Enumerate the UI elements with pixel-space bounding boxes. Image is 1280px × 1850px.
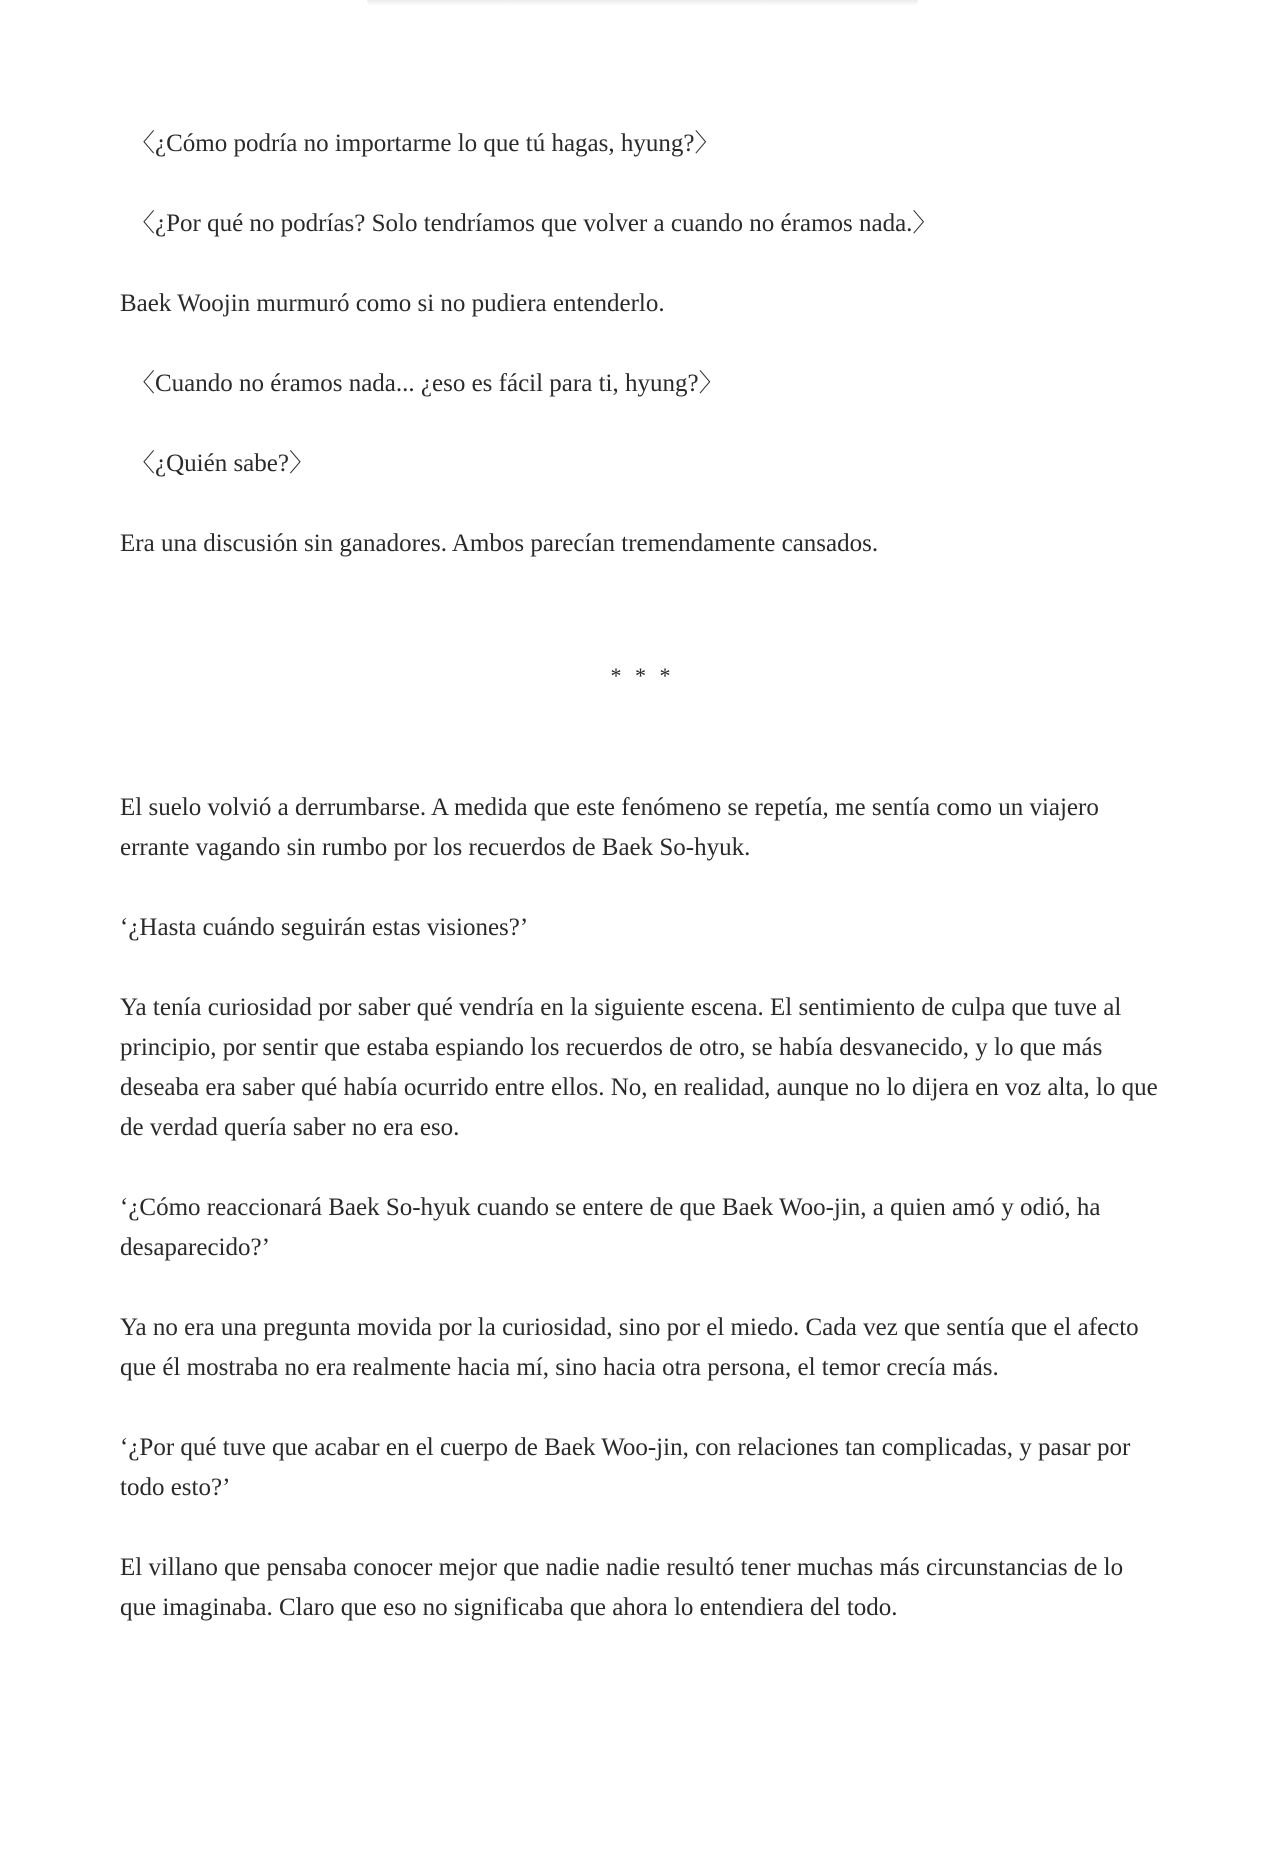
thought-paragraph: ‘¿Por qué tuve que acabar en el cuerpo de Baek Woo-jin, con relaciones tan complicadas, y pasar por todo esto?’	[120, 1434, 1131, 1501]
thought-paragraph: ‘¿Hasta cuándo seguirán estas visiones?’	[120, 914, 529, 941]
dialogue-line: 〈¿Por qué no podrías? Solo tendríamos que volver a cuando no éramos nada.〉	[130, 210, 938, 237]
top-shadow-bar	[367, 0, 918, 6]
dialogue-line: 〈¿Quién sabe?〉	[130, 450, 314, 477]
thought-paragraph: ‘¿Cómo reaccionará Baek So-hyuk cuando se entere de que Baek Woo-jin, a quien amó y odió, ha desaparecido?’	[120, 1194, 1101, 1261]
narration-paragraph: El suelo volvió a derrumbarse. A medida que este fenómeno se repetía, me sentía como un viajero errante vagando sin rumbo por los recuerdos de Baek So-hyuk.	[120, 794, 1099, 861]
narration-paragraph: El villano que pensaba conocer mejor que nadie nadie resultó tener muchas más circunstancias de lo que imaginaba. Claro que eso no significaba que ahora lo entendiera del todo.	[120, 1554, 1124, 1621]
narration-paragraph: Baek Woojin murmuró como si no pudiera entenderlo.	[120, 290, 665, 317]
dialogue-line: 〈¿Cómo podría no importarme lo que tú hagas, hyung?〉	[130, 130, 720, 157]
chapter-text	[120, 124, 1165, 1668]
dialogue-line: 〈Cuando no éramos nada... ¿eso es fácil para ti, hyung?〉	[130, 370, 724, 397]
scene-separator: * * *	[610, 663, 675, 688]
narration-paragraph: Ya no era una pregunta movida por la curiosidad, sino por el miedo. Cada vez que sentía que el afecto que él mostraba no era realmente hacia mí, sino hacia otra persona, el temor crecía más.	[120, 1314, 1139, 1381]
narration-paragraph: Era una discusión sin ganadores. Ambos parecían tremendamente cansados.	[120, 530, 879, 557]
narration-paragraph: Ya tenía curiosidad por saber qué vendría en la siguiente escena. El sentimiento de culpa que tuve al principio, por sentir que estaba espiando los recuerdos de otro, se había desvanecido, y lo que más deseaba era saber qué había ocurrido entre ellos. No, en realidad, aunque no lo dijera en voz alta, lo que de verdad quería saber no era eso.	[120, 994, 1158, 1141]
